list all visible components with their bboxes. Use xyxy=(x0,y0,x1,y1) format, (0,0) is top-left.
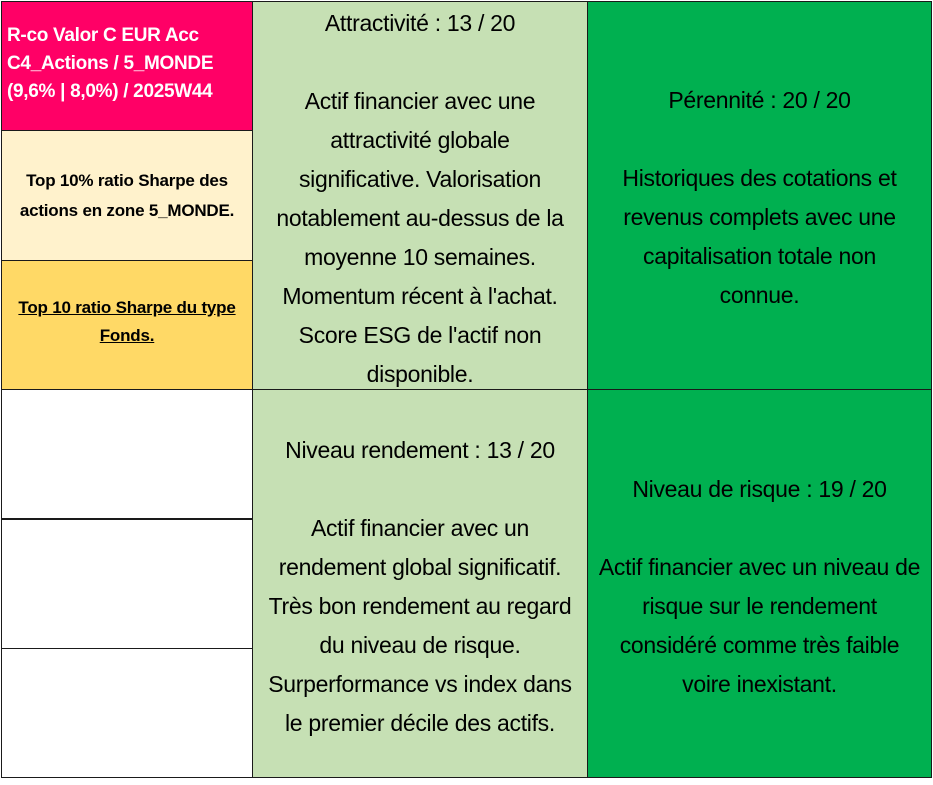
perennite-line: connue. xyxy=(719,282,800,308)
fund-name: R-co Valor C EUR Acc xyxy=(7,25,199,46)
attractivite-line: disponible. xyxy=(366,361,474,387)
rendement-line: du niveau de risque. xyxy=(319,632,521,658)
attractivite-line: notablement au-dessus de la xyxy=(276,205,564,231)
sharpe-type-link-line-2[interactable]: Fonds. xyxy=(99,326,155,345)
risque-line: voire inexistant. xyxy=(682,671,837,697)
attractivite-cell xyxy=(252,1,588,390)
rendement-line: Très bon rendement au regard xyxy=(268,593,572,619)
sharpe-type-link-line-1[interactable]: Top 10 ratio Sharpe du type xyxy=(18,298,236,317)
rendement-line: rendement global significatif. xyxy=(278,554,562,580)
rendement-cell xyxy=(252,389,588,778)
risque-line: Actif financier avec un niveau de xyxy=(598,554,921,580)
empty-cell-2 xyxy=(1,519,253,649)
empty-cell-1 xyxy=(1,389,253,519)
perennite-cell xyxy=(587,1,932,390)
risque-line: considéré comme très faible xyxy=(619,632,900,658)
risque-line: risque sur le rendement xyxy=(642,593,877,619)
fund-title-cell xyxy=(1,1,253,131)
sharpe-zone-badge xyxy=(1,130,253,261)
empty-cell-3 xyxy=(1,648,253,778)
attractivite-line: attractivité globale xyxy=(330,127,510,153)
attractivite-title: Attractivité : 13 / 20 xyxy=(324,10,516,36)
sharpe-type-badge[interactable] xyxy=(1,260,253,390)
perennite-line: revenus complets avec une xyxy=(623,204,896,230)
attractivite-line: Momentum récent à l'achat. xyxy=(282,283,558,309)
rendement-title: Niveau rendement : 13 / 20 xyxy=(285,437,555,463)
attractivite-line: Actif financier avec une xyxy=(304,88,536,114)
attractivite-line: Score ESG de l'actif non xyxy=(298,322,542,348)
rendement-line: Surperformance vs index dans xyxy=(268,671,572,697)
sharpe-zone-line-2: actions en zone 5_MONDE. xyxy=(19,201,235,220)
fund-category: C4_Actions / 5_MONDE xyxy=(7,53,214,74)
rendement-line: le premier décile des actifs. xyxy=(285,710,555,736)
sharpe-zone-line-1: Top 10% ratio Sharpe des xyxy=(26,171,228,190)
rendement-line: Actif financier avec un xyxy=(310,515,530,541)
perennite-line: Historiques des cotations et xyxy=(622,165,897,191)
risque-title: Niveau de risque : 19 / 20 xyxy=(632,476,887,502)
fund-stats: (9,6% | 8,0%) / 2025W44 xyxy=(7,81,213,102)
perennite-line: capitalisation totale non xyxy=(643,243,876,269)
attractivite-line: moyenne 10 semaines. xyxy=(304,244,536,270)
perennite-title: Pérennité : 20 / 20 xyxy=(668,87,851,113)
attractivite-line: significative. Valorisation xyxy=(298,166,542,192)
risque-cell xyxy=(587,389,932,778)
